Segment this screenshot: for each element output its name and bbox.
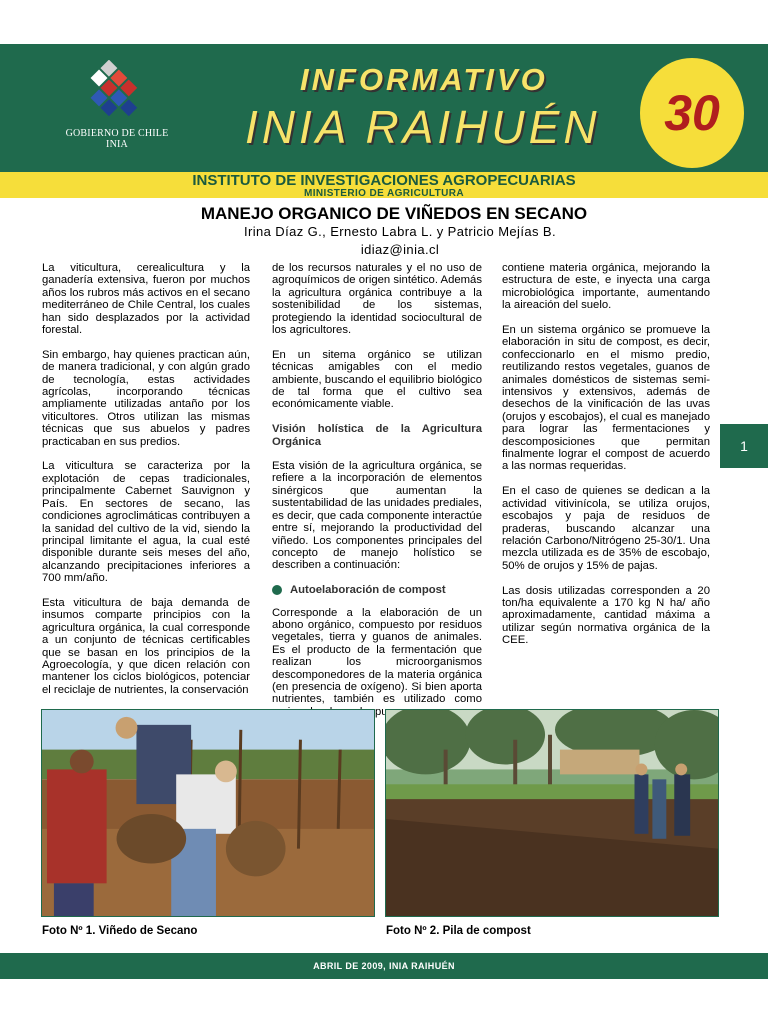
bullet-heading [272,584,482,596]
article-column-2 [272,262,482,731]
page-number-tab [720,424,768,468]
article-column-1 [42,262,250,709]
author-email: idiaz@inia.cl [360,242,440,257]
paragraph: Esta viticultura de baja demanda de insumos comparte principios con la agricultura orgánica, la cual corresponde a un conjunto de técnicas certificables que se basan en los principios de la Agroecología, y que dicen relación con mantener los ciclos biológicos, potenciar el reciclaje de nutrientes, la conservación [42,596,250,696]
institute-name: INSTITUTO DE INVESTIGACIONES AGROPECUARIAS [192,172,576,189]
page-number: 1 [740,438,748,454]
photo-compost-pile [385,709,719,917]
paragraph: La viticultura, cerealicultura y la ganadería extensiva, fueron por muchos años los rubros más activos en el secano mediterráneo de Chile Central, los cuales han sido desplazados por la actividad forestal. [42,262,250,337]
footer-bar [0,953,768,979]
paragraph: En un sistema orgánico se promueve la elaboración in situ de compost, es decir, confeccionarlo en el mismo predio, reutilizando restos vegetales, guanos de animales domésticos de sistemas semi-intensivos y extensivos, además de desechos de la vinificación de las uvas (orujos y escobajos), el cual es manejado para lograr las fermentaciones y descomposiciones que permitan finalmente lograr el compost de acuerdo a las normas requeridas. [502,324,710,473]
paragraph: Sin embargo, hay quienes practican aún, de manera tradicional, y con algún grado de tecnología, estas actividades agrícolas, incorporando técnicas ampliamente utilizadas antaño por los viticultores. Otros utilizan las mismas técnicas que sus abuelos y padres practicaban en sus predios. [42,348,250,448]
issue-number: 30 [664,85,720,141]
photo-1-caption: Foto Nº 1. Viñedo de Secano [42,925,198,937]
masthead-title-informativo: INFORMATIVO [300,62,548,97]
paragraph: Las dosis utilizadas corresponden a 20 ton/ha equivalente a 170 kg N ha/ año aproximadamente, cantidad máxima a utilizar según normativa orgánica de la CEE. [502,584,710,647]
article-column-3 [502,262,710,659]
paragraph: Corresponde a la elaboración de un abono orgánico, compuesto por residuos vegetales, tierra y guanos de animales. Es el producto de la fermentación que realizan los microorganismos descomponedores de la materia orgánica (en presencia de oxígeno). Si bien aporta nutrientes, también es utilizado como [272,606,482,706]
article-authors: Irina Díaz G., Ernesto Labra L. y Patricio Mejías B. [244,224,556,239]
paragraph: contiene materia orgánica, mejorando la estructura de este, e inyecta una carga microbiológica importante, aumentando la aireación del suelo. [502,262,710,312]
logo-caption [52,128,182,150]
issue-number-badge [640,58,744,168]
paragraph: En un sitema orgánico se utilizan técnicas amigables con el medio ambiente, buscando el equilibrio biológico de tal forma que el cultivo sea económicamente viable. [272,348,482,411]
paragraph: de los recursos naturales y el no uso de agroquímicos de origen sintético. Además la agricultura orgánica contribuye a la sostenibilidad de los sistemas, protegiendo la identidad sociocultural de los agricultores. [272,262,482,337]
photo-2-caption: Foto Nº 2. Pila de compost [386,925,531,937]
masthead-title-inia-raihuen: INIA RAIHUÉN [245,101,601,153]
paragraph: La viticultura se caracteriza por la explotación de cepas tradicionales, principalmente Cabernet Sauvignon y País. En sectores de secano, las condiciones agroclimáticas contribuyen a la sanidad del cultivo de la vid, siendo la principal limitante el agua, la cual esté disponible durante seis meses del año, alcanzando precipitaciones inferiores a 700 mm/año. [42,460,250,585]
footer-text: ABRIL DE 2009, INIA RAIHUÉN [313,961,455,971]
article-title: MANEJO ORGANICO DE VIÑEDOS EN SECANO [200,204,588,223]
logo-line-inia: INIA [106,139,128,150]
bullet-dot-icon [272,585,282,595]
institute-band [0,172,768,198]
bullet-heading-text: Autoelaboración de compost [290,584,446,597]
paragraph: Esta visión de la agricultura orgánica, se refiere a la incorporación de elementos sinérgicos que aumentan la sustentabilidad de las unidades prediales, es decir, que cada componente interactúe entre sí, mejorando la productividad del viñedo. Los componentes principales del concepto de manejo holístico se describen a continuación: [272,460,482,572]
logo-line-gobierno: GOBIERNO DE CHILE [65,128,169,139]
paragraph: En el caso de quienes se dedican a la actividad vitivinícola, se utiliza orujos, escobajos y paja de residuos de praderas, buscando alcanzar una relación Carbono/Nitrógeno 25-30/1. Una mezcla utilizada es de 35% de escobajo, 50% de orujos y 15% de pajas. [502,485,710,572]
gobierno-de-chile-logo [76,60,156,130]
ministry-name: MINISTERIO DE AGRICULTURA [304,188,464,199]
section-heading: Visión holística de la Agricultura Orgánica [272,423,482,448]
photo-vineyard [41,709,375,917]
